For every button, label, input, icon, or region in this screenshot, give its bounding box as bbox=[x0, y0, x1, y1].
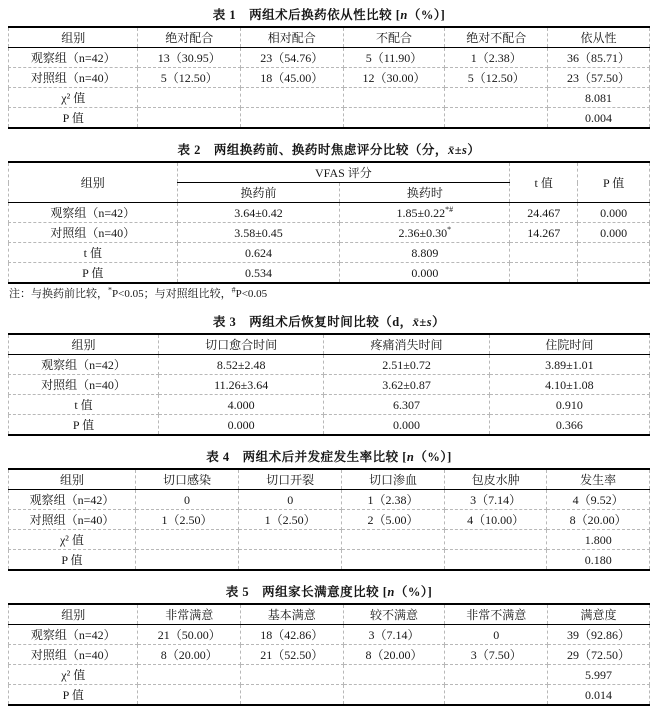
data-cell: 39（92.86） bbox=[548, 625, 650, 645]
significance-marker: *# bbox=[445, 204, 454, 214]
data-cell: 0.624 bbox=[177, 243, 340, 263]
table5-section bbox=[8, 583, 650, 706]
table2-footnote bbox=[8, 284, 650, 301]
table4-section bbox=[8, 448, 650, 571]
data-cell bbox=[241, 108, 344, 129]
data-cell bbox=[342, 530, 445, 550]
header-cell: 切口感染 bbox=[135, 469, 238, 490]
table-row bbox=[9, 243, 650, 263]
table4-title-text: 表 4 两组术后并发症发生率比较 [ bbox=[206, 450, 407, 464]
table1-title-unit: （%）] bbox=[407, 8, 446, 22]
data-cell: 5（11.90） bbox=[343, 48, 445, 68]
data-cell bbox=[445, 88, 548, 108]
header-cell: 住院时间 bbox=[489, 334, 649, 355]
data-cell bbox=[138, 108, 241, 129]
data-cell bbox=[138, 88, 241, 108]
row-label: 对照组（n=40） bbox=[9, 645, 138, 665]
complication-rate-table bbox=[8, 468, 650, 571]
row-label: 对照组（n=40） bbox=[9, 68, 138, 88]
table-row bbox=[9, 355, 650, 375]
header-cell: 较不满意 bbox=[343, 604, 445, 625]
data-cell bbox=[342, 550, 445, 571]
data-cell bbox=[343, 108, 445, 129]
data-cell: 0.014 bbox=[548, 685, 650, 706]
data-cell: 0 bbox=[239, 490, 342, 510]
table-row bbox=[9, 203, 650, 223]
table-row bbox=[9, 625, 650, 645]
data-cell: 23（57.50） bbox=[548, 68, 650, 88]
header-cell: VFAS 评分 bbox=[177, 162, 510, 183]
row-label: 观察组（n=42） bbox=[9, 625, 138, 645]
data-cell: 3.89±1.01 bbox=[489, 355, 649, 375]
header-row bbox=[9, 604, 650, 625]
data-cell: 3.64±0.42 bbox=[177, 203, 340, 223]
data-cell bbox=[445, 665, 548, 685]
data-cell: 11.26±3.64 bbox=[158, 375, 323, 395]
table4-title bbox=[8, 448, 650, 468]
significance-marker: * bbox=[447, 224, 452, 234]
footnote-text-3: P<0.05 bbox=[235, 288, 268, 300]
data-cell: 1.800 bbox=[547, 530, 650, 550]
data-cell: 3.62±0.87 bbox=[324, 375, 489, 395]
data-cell: 0 bbox=[445, 625, 548, 645]
table3-title-unit: ） bbox=[432, 315, 446, 329]
data-cell bbox=[444, 550, 547, 571]
header-cell: 切口愈合时间 bbox=[158, 334, 323, 355]
header-cell: 切口渗血 bbox=[342, 469, 445, 490]
table5-title-unit: （%）] bbox=[394, 585, 433, 599]
data-cell: 4.000 bbox=[158, 395, 323, 415]
header-cell: 切口开裂 bbox=[239, 469, 342, 490]
header-cell: 非常满意 bbox=[138, 604, 241, 625]
row-label: P 值 bbox=[9, 550, 136, 571]
data-cell: 24.467 bbox=[510, 203, 578, 223]
data-cell: 18（45.00） bbox=[241, 68, 344, 88]
row-label: P 值 bbox=[9, 263, 178, 284]
header-cell: 相对配合 bbox=[241, 27, 344, 48]
anxiety-score-table bbox=[8, 161, 650, 284]
data-cell bbox=[578, 243, 650, 263]
row-label: P 值 bbox=[9, 685, 138, 706]
table4-title-symbol: n bbox=[406, 450, 415, 464]
data-cell bbox=[510, 243, 578, 263]
data-cell: 13（30.95） bbox=[138, 48, 241, 68]
table2-title-text: 表 2 两组换药前、换药时焦虑评分比较（分， bbox=[177, 143, 448, 157]
header-cell: 包皮水肿 bbox=[444, 469, 547, 490]
data-cell bbox=[445, 108, 548, 129]
header-cell: 非常不满意 bbox=[445, 604, 548, 625]
data-cell bbox=[445, 685, 548, 706]
data-cell: 0.000 bbox=[578, 223, 650, 243]
row-label: 观察组（n=42） bbox=[9, 48, 138, 68]
data-cell bbox=[343, 88, 445, 108]
data-cell: 8（20.00） bbox=[547, 510, 650, 530]
row-label: 对照组（n=40） bbox=[9, 375, 159, 395]
data-cell bbox=[138, 685, 241, 706]
data-cell bbox=[239, 550, 342, 571]
table1-title bbox=[8, 6, 650, 26]
data-cell: 0 bbox=[135, 490, 238, 510]
header-cell: 组别 bbox=[9, 604, 138, 625]
row-label: 观察组（n=42） bbox=[9, 490, 136, 510]
row-label: P 值 bbox=[9, 108, 138, 129]
row-label: χ² 值 bbox=[9, 88, 138, 108]
table2-title bbox=[8, 141, 650, 161]
header-cell: 满意度 bbox=[548, 604, 650, 625]
row-label: P 值 bbox=[9, 415, 159, 436]
footnote-marker-hash: # bbox=[231, 285, 236, 295]
table4-title-unit: （%）] bbox=[414, 450, 452, 464]
table-row bbox=[9, 665, 650, 685]
data-cell: 8.52±2.48 bbox=[158, 355, 323, 375]
header-cell: 基本满意 bbox=[241, 604, 344, 625]
data-cell: 3.58±0.45 bbox=[177, 223, 340, 243]
table3-section bbox=[8, 313, 650, 436]
table-row bbox=[9, 490, 650, 510]
dressing-compliance-table bbox=[8, 26, 650, 129]
data-cell: 14.267 bbox=[510, 223, 578, 243]
footnote-marker-star: * bbox=[108, 285, 112, 295]
data-cell: 23（54.76） bbox=[241, 48, 344, 68]
data-cell bbox=[241, 685, 344, 706]
table-row bbox=[9, 48, 650, 68]
header-cell: 组别 bbox=[9, 27, 138, 48]
data-cell: 0.366 bbox=[489, 415, 649, 436]
header-row bbox=[9, 162, 650, 183]
header-cell: 组别 bbox=[9, 469, 136, 490]
data-cell: 5（12.50） bbox=[445, 68, 548, 88]
header-cell: 疼痛消失时间 bbox=[324, 334, 489, 355]
table5-title-text: 表 5 两组家长满意度比较 [ bbox=[225, 585, 388, 599]
data-cell: 3（7.50） bbox=[445, 645, 548, 665]
data-cell: 0.534 bbox=[177, 263, 340, 284]
footnote-text-1: 注：与换药前比较， bbox=[9, 288, 108, 300]
header-row bbox=[9, 27, 650, 48]
data-cell: 0.910 bbox=[489, 395, 649, 415]
table1-section bbox=[8, 6, 650, 129]
data-cell bbox=[135, 550, 238, 571]
data-cell: 8（20.00） bbox=[343, 645, 445, 665]
data-cell: 1.85±0.22*# bbox=[340, 203, 510, 223]
header-cell: P 值 bbox=[578, 162, 650, 203]
row-label: 观察组（n=42） bbox=[9, 355, 159, 375]
data-cell: 3（7.14） bbox=[444, 490, 547, 510]
table5-title bbox=[8, 583, 650, 603]
data-cell bbox=[241, 665, 344, 685]
table2-title-symbol: x̄±s bbox=[447, 143, 468, 157]
table-row bbox=[9, 395, 650, 415]
row-label: 对照组（n=40） bbox=[9, 510, 136, 530]
data-cell: 12（30.00） bbox=[343, 68, 445, 88]
header-row bbox=[9, 334, 650, 355]
data-cell bbox=[239, 530, 342, 550]
table-row bbox=[9, 88, 650, 108]
data-cell: 8.081 bbox=[548, 88, 650, 108]
recovery-time-table bbox=[8, 333, 650, 436]
data-cell: 4（10.00） bbox=[444, 510, 547, 530]
table-row bbox=[9, 645, 650, 665]
table-row bbox=[9, 685, 650, 706]
header-cell: 绝对不配合 bbox=[445, 27, 548, 48]
data-cell: 8（20.00） bbox=[138, 645, 241, 665]
table5-title-symbol: n bbox=[387, 585, 395, 599]
data-cell: 18（42.86） bbox=[241, 625, 344, 645]
data-cell: 2.36±0.30* bbox=[340, 223, 510, 243]
header-cell: 组别 bbox=[9, 334, 159, 355]
table-row bbox=[9, 263, 650, 284]
header-cell: 不配合 bbox=[343, 27, 445, 48]
data-cell: 0.000 bbox=[158, 415, 323, 436]
table3-title bbox=[8, 313, 650, 333]
header-cell: 换药前 bbox=[177, 183, 340, 203]
data-cell: 3（7.14） bbox=[343, 625, 445, 645]
data-cell: 29（72.50） bbox=[548, 645, 650, 665]
data-cell: 0.000 bbox=[340, 263, 510, 284]
data-cell bbox=[241, 88, 344, 108]
parent-satisfaction-table bbox=[8, 603, 650, 706]
data-cell: 2（5.00） bbox=[342, 510, 445, 530]
row-label: t 值 bbox=[9, 243, 178, 263]
data-cell: 0.180 bbox=[547, 550, 650, 571]
table-row bbox=[9, 68, 650, 88]
row-label: χ² 值 bbox=[9, 530, 136, 550]
table3-title-symbol: x̄±s bbox=[412, 315, 433, 329]
data-cell: 4（9.52） bbox=[547, 490, 650, 510]
data-cell bbox=[343, 665, 445, 685]
data-cell bbox=[510, 263, 578, 284]
data-cell: 5.997 bbox=[548, 665, 650, 685]
table-row bbox=[9, 223, 650, 243]
data-cell: 1（2.50） bbox=[239, 510, 342, 530]
header-cell: 发生率 bbox=[547, 469, 650, 490]
data-cell: 1（2.50） bbox=[135, 510, 238, 530]
row-label: 观察组（n=42） bbox=[9, 203, 178, 223]
header-cell: 绝对配合 bbox=[138, 27, 241, 48]
row-label: 对照组（n=40） bbox=[9, 223, 178, 243]
data-cell: 1（2.38） bbox=[342, 490, 445, 510]
data-cell bbox=[578, 263, 650, 284]
table-row bbox=[9, 530, 650, 550]
data-cell bbox=[135, 530, 238, 550]
header-cell: 换药时 bbox=[340, 183, 510, 203]
data-cell bbox=[343, 685, 445, 706]
data-cell: 6.307 bbox=[324, 395, 489, 415]
table2-title-unit: ） bbox=[467, 143, 481, 157]
data-cell: 21（52.50） bbox=[241, 645, 344, 665]
data-cell: 1（2.38） bbox=[445, 48, 548, 68]
data-cell: 0.004 bbox=[548, 108, 650, 129]
data-cell bbox=[138, 665, 241, 685]
data-cell: 5（12.50） bbox=[138, 68, 241, 88]
table3-title-text: 表 3 两组术后恢复时间比较（d， bbox=[212, 315, 413, 329]
row-label: t 值 bbox=[9, 395, 159, 415]
row-label: χ² 值 bbox=[9, 665, 138, 685]
table-row bbox=[9, 108, 650, 129]
header-cell: 组别 bbox=[9, 162, 178, 203]
table1-title-text: 表 1 两组术后换药依从性比较 [ bbox=[212, 8, 401, 22]
table-row bbox=[9, 375, 650, 395]
data-cell: 8.809 bbox=[340, 243, 510, 263]
data-cell: 36（85.71） bbox=[548, 48, 650, 68]
footnote-text-2: P<0.05；与对照组比较， bbox=[112, 288, 232, 300]
data-cell: 4.10±1.08 bbox=[489, 375, 649, 395]
data-cell: 0.000 bbox=[324, 415, 489, 436]
table1-title-symbol: n bbox=[400, 8, 408, 22]
data-cell: 0.000 bbox=[578, 203, 650, 223]
header-row bbox=[9, 469, 650, 490]
data-cell: 2.51±0.72 bbox=[324, 355, 489, 375]
header-cell: t 值 bbox=[510, 162, 578, 203]
data-cell bbox=[444, 530, 547, 550]
table-row bbox=[9, 415, 650, 436]
data-cell: 21（50.00） bbox=[138, 625, 241, 645]
table-row bbox=[9, 550, 650, 571]
table-row bbox=[9, 510, 650, 530]
header-cell: 依从性 bbox=[548, 27, 650, 48]
table2-section bbox=[8, 141, 650, 301]
